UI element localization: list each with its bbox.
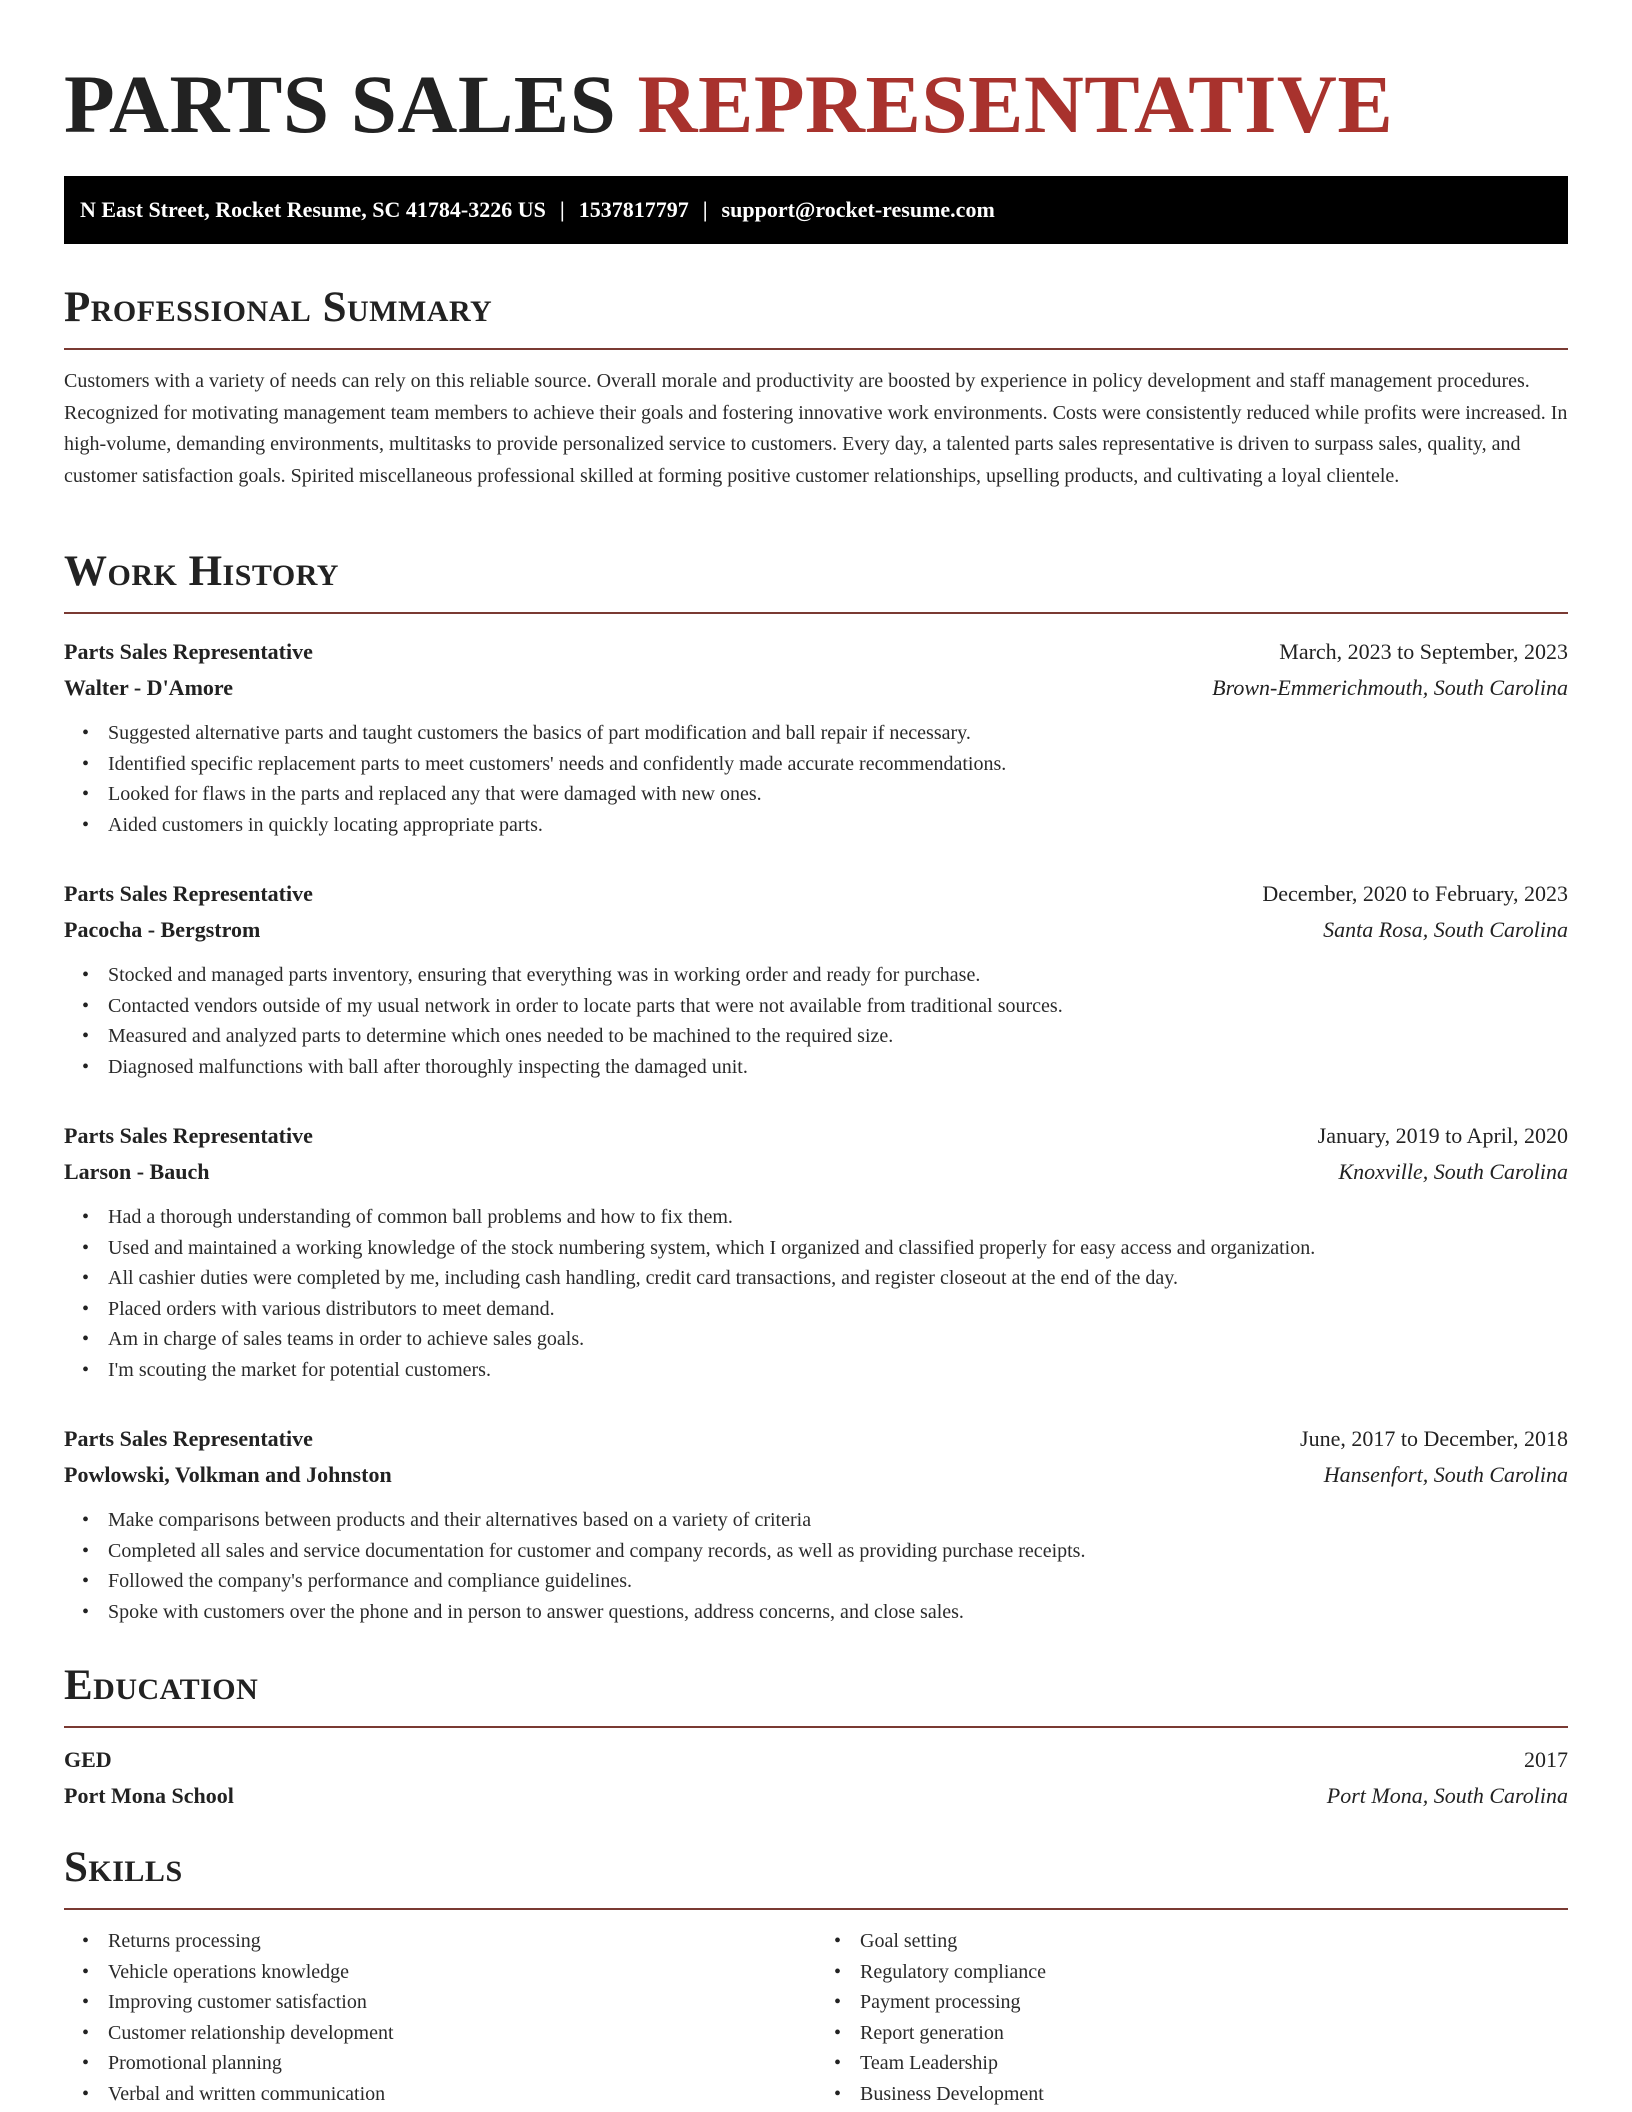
education-degree-row [64, 1742, 1568, 1778]
education-location: Port Mona, South Carolina [1326, 1783, 1568, 1808]
section-divider [64, 348, 1568, 350]
job-bullet: • Stocked and managed parts inventory, ensuring that everything was in working order and ready for purchase. [108, 960, 1568, 991]
job-bullets [64, 718, 1568, 840]
job-location: Hansenfort, South Carolina [1323, 1462, 1568, 1487]
job-company: Pacocha - Bergstrom [64, 917, 261, 942]
education-section [64, 1660, 1568, 1814]
job-bullets [64, 1505, 1568, 1627]
job-bullet: • Placed orders with various distributors to meet demand. [108, 1294, 1568, 1325]
contact-bar [64, 176, 1568, 244]
work-history-section [64, 546, 1568, 1627]
job-bullet: • Aided customers in quickly locating appropriate parts. [108, 810, 1568, 841]
education-school: Port Mona School [64, 1783, 234, 1808]
skills-heading: Skills [64, 1844, 183, 1891]
skills-list-right [816, 1926, 1568, 2109]
skill-item: • Promotional planning [108, 2048, 816, 2079]
contact-phone: 1537817797 [578, 197, 689, 222]
job-header-row [64, 876, 1568, 912]
education-school-row [64, 1778, 1568, 1814]
title-part-2: REPRESENTATIVE [637, 58, 1394, 150]
job-bullet: • Followed the company's performance and compliance guidelines. [108, 1566, 1568, 1597]
job-dates: January, 2019 to April, 2020 [1317, 1123, 1568, 1148]
job-bullet: • Contacted vendors outside of my usual network in order to locate parts that were not available from traditional sources. [108, 991, 1568, 1022]
contact-email: support@rocket-resume.com [721, 197, 995, 222]
education-heading: Education [64, 1662, 259, 1709]
job-bullet: • Spoke with customers over the phone and in person to answer questions, address concerns, and close sales. [108, 1597, 1568, 1628]
job-bullet: • Completed all sales and service documentation for customer and company records, as well as providing purchase receipts. [108, 1536, 1568, 1567]
job-header-row [64, 634, 1568, 670]
job-dates: December, 2020 to February, 2023 [1262, 881, 1568, 906]
contact-address: N East Street, Rocket Resume, SC 41784-3226 US [80, 197, 546, 222]
summary-heading: Professional Summary [64, 284, 493, 331]
skill-item: • Report generation [860, 2018, 1568, 2049]
skill-item: • Regulatory compliance [860, 1957, 1568, 1988]
skill-item: • Verbal and written communication [108, 2079, 816, 2110]
education-year: 2017 [1524, 1747, 1568, 1772]
summary-text: Customers with a variety of needs can rely on this reliable source. Overall morale and productivity are boosted by experience in policy development and staff management procedures. Recognized for motivating management team members to achieve their goals and fostering innovative work environments. Costs were consistently reduced while profits were increased. In high-volume, demanding environments, multitasks to provide personalized service to customers. Every day, a talented parts sales representative is driven to surpass sales, quality, and customer satisfaction goals. Spirited miscellaneous professional skilled at forming positive customer relationships, upselling products, and cultivating a loyal clientele. [64, 370, 1568, 487]
skill-item: • Goal setting [860, 1926, 1568, 1957]
contact-separator: | [559, 197, 565, 222]
job-title: Parts Sales Representative [64, 639, 313, 664]
job-header-row [64, 1118, 1568, 1154]
job-bullet: • Diagnosed malfunctions with ball after thoroughly inspecting the damaged unit. [108, 1052, 1568, 1083]
skill-item: • Team Leadership [860, 2048, 1568, 2079]
job-company: Larson - Bauch [64, 1159, 210, 1184]
job-title: Parts Sales Representative [64, 1123, 313, 1148]
job-company-row [64, 912, 1568, 948]
job-location: Knoxville, South Carolina [1338, 1159, 1568, 1184]
work-history-heading: Work History [64, 548, 339, 595]
contact-separator: | [702, 197, 708, 222]
job-company: Powlowski, Volkman and Johnston [64, 1462, 392, 1487]
section-divider [64, 612, 1568, 614]
job-bullets [64, 960, 1568, 1082]
title-part-1: PARTS SALES [64, 58, 617, 150]
job-title: Parts Sales Representative [64, 881, 313, 906]
job-bullet: • I'm scouting the market for potential customers. [108, 1355, 1568, 1386]
job-bullet: • Had a thorough understanding of common ball problems and how to fix them. [108, 1202, 1568, 1233]
skills-section [64, 1842, 1568, 2109]
job-bullet: • Measured and analyzed parts to determine which ones needed to be machined to the required size. [108, 1021, 1568, 1052]
job-entry [64, 1421, 1568, 1627]
job-bullet: • All cashier duties were completed by me, including cash handling, credit card transactions, and register closeout at the end of the day. [108, 1263, 1568, 1294]
job-header-row [64, 1421, 1568, 1457]
job-entry [64, 634, 1568, 840]
job-company-row [64, 1154, 1568, 1190]
job-bullet: • Am in charge of sales teams in order to achieve sales goals. [108, 1324, 1568, 1355]
job-bullets [64, 1202, 1568, 1385]
job-dates: March, 2023 to September, 2023 [1279, 639, 1568, 664]
resume-title [64, 58, 1393, 150]
education-entry [64, 1742, 1568, 1814]
skills-list-left [64, 1926, 816, 2109]
job-entry [64, 876, 1568, 1082]
job-dates: June, 2017 to December, 2018 [1300, 1426, 1568, 1451]
job-location: Brown-Emmerichmouth, South Carolina [1212, 675, 1568, 700]
job-company-row [64, 670, 1568, 706]
job-location: Santa Rosa, South Carolina [1323, 917, 1568, 942]
job-company: Walter - D'Amore [64, 675, 234, 700]
job-bullet: • Suggested alternative parts and taught customers the basics of part modification and ball repair if necessary. [108, 718, 1568, 749]
job-company-row [64, 1457, 1568, 1493]
job-bullet: • Used and maintained a working knowledge of the stock numbering system, which I organized and classified properly for easy access and organization. [108, 1233, 1568, 1264]
skill-item: • Improving customer satisfaction [108, 1987, 816, 2018]
skill-item: • Payment processing [860, 1987, 1568, 2018]
section-divider [64, 1908, 1568, 1910]
skill-item: • Vehicle operations knowledge [108, 1957, 816, 1988]
skill-item: • Business Development [860, 2079, 1568, 2110]
skill-item: • Returns processing [108, 1926, 816, 1957]
skills-grid [64, 1926, 1568, 2109]
summary-section [64, 282, 1568, 492]
job-entry [64, 1118, 1568, 1385]
job-bullet: • Identified specific replacement parts to meet customers' needs and confidently made accurate recommendations. [108, 749, 1568, 780]
education-degree: GED [64, 1747, 112, 1772]
job-bullet: • Make comparisons between products and their alternatives based on a variety of criteria [108, 1505, 1568, 1536]
skill-item: • Customer relationship development [108, 2018, 816, 2049]
section-divider [64, 1726, 1568, 1728]
job-title: Parts Sales Representative [64, 1426, 313, 1451]
job-bullet: • Looked for flaws in the parts and replaced any that were damaged with new ones. [108, 779, 1568, 810]
